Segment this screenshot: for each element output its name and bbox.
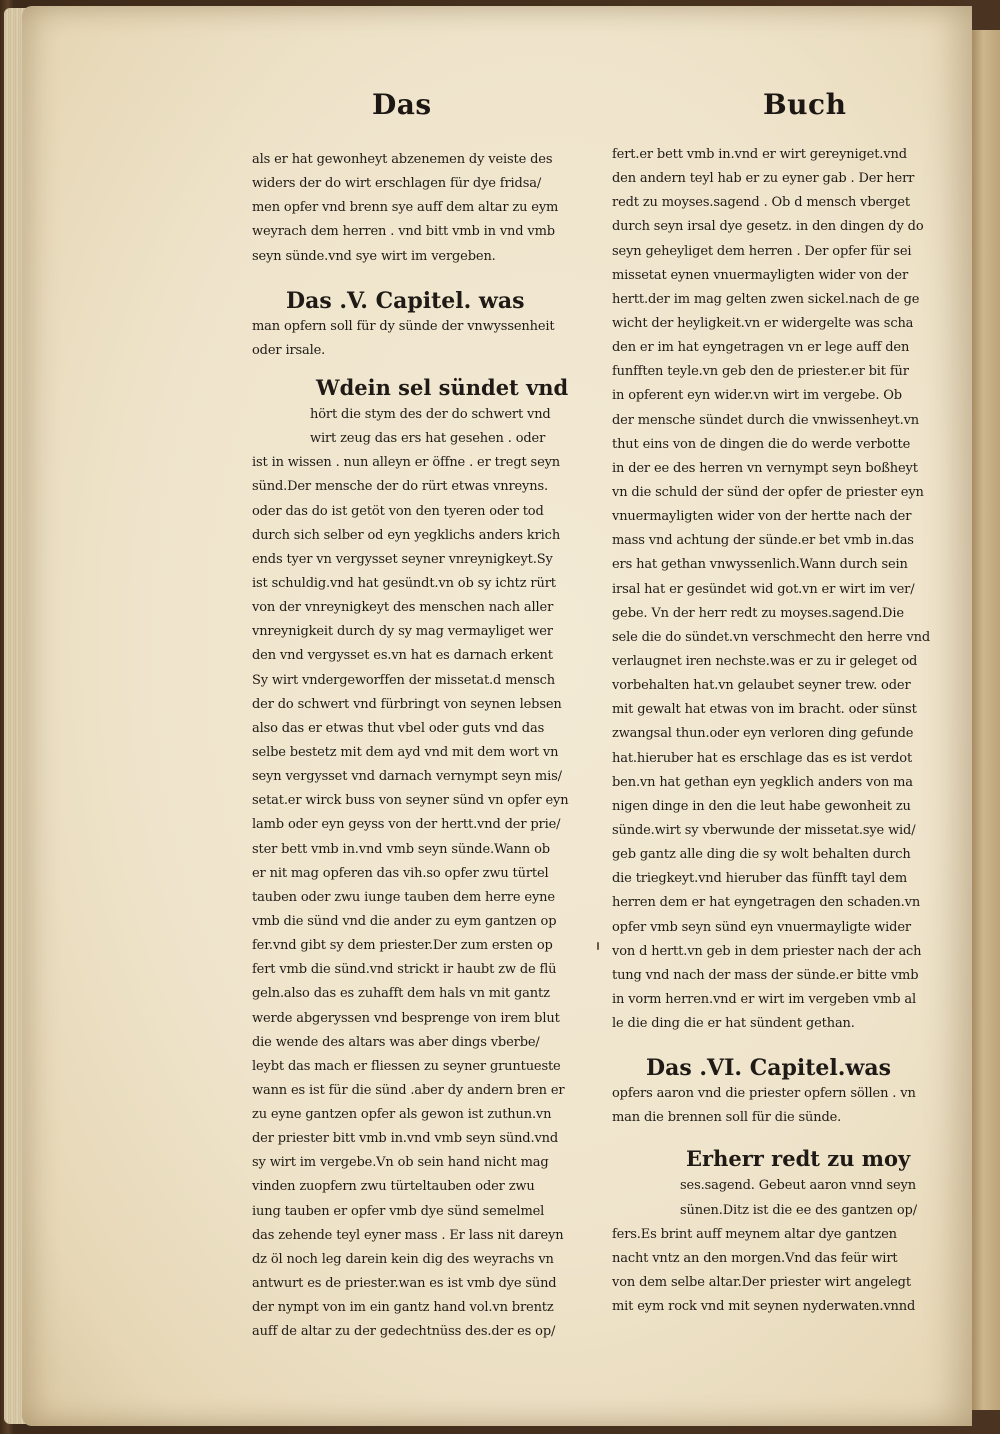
text-line: ster bett vmb in.vnd vmb seyn sünde.Wann ob xyxy=(252,841,550,857)
text-line: verlaugnet iren nechste.was er zu ir geleget od xyxy=(612,653,918,669)
text-line: fers.Es brint auff meynem altar dye gantzen xyxy=(612,1226,897,1242)
text-line: fert.er bett vmb in.vnd er wirt gereyniget.vnd xyxy=(612,147,907,162)
text-line: zwangsal thun.oder eyn verloren ding gefunde xyxy=(612,726,914,742)
running-head-right: Buch xyxy=(763,88,847,121)
facing-page-edge xyxy=(972,30,1000,1410)
text-line: auff de altar zu der gedechtnüss des.der es op/ xyxy=(252,1324,556,1340)
text-line: als er hat gewonheyt abzenemen dy veiste des xyxy=(252,152,553,167)
text-line: men opfer vnd brenn sye auff dem altar zu eym xyxy=(252,200,559,216)
text-line: antwurt es de priester.wan es ist vmb dye sünd xyxy=(252,1276,557,1292)
text-line: weyrach dem herren . vnd bitt vmb in vnd vmb xyxy=(252,224,555,240)
text-line: ses.sagend. Gebeut aaron vnnd seyn xyxy=(680,1178,916,1194)
text-line: der do schwert vnd fürbringt von seynen lebsen xyxy=(252,696,562,712)
text-line: in vorm herren.vnd er wirt im vergeben vmb al xyxy=(612,991,916,1007)
text-line: vnreynigkeit durch dy sy mag vermayliget wer xyxy=(252,624,553,640)
text-line: sünd.Der mensche der do rürt etwas vnreyns. xyxy=(252,479,548,495)
text-line: er nit mag opferen das vih.so opfer zwu türtel xyxy=(252,865,549,881)
text-line: mass vnd achtung der sünde.er bet vmb in.das xyxy=(612,533,914,549)
text-line: wirt zeug das ers hat gesehen . oder xyxy=(310,431,546,447)
right-column-continuation xyxy=(612,143,930,1036)
text-line: die triegkeyt.vnd hieruber das fünfft tayl dem xyxy=(612,871,907,887)
text-line: in der ee des herren vn vernympt seyn boßheyt xyxy=(612,460,918,476)
chapter-v-subtitle xyxy=(252,315,570,363)
text-line: seyn geheyliget dem herren . Der opfer für sei xyxy=(612,243,912,259)
text-line: der priester bitt vmb in.vnd vmb seyn sünd.vnd xyxy=(252,1131,559,1147)
text-line: durch sich selber od eyn yegklichs anders krich xyxy=(252,527,561,543)
text-line: gebe. Vn der herr redt zu moyses.sagend.Die xyxy=(612,605,904,621)
left-column-opening-lines xyxy=(252,148,570,269)
text-line: mit gewalt hat etwas von im bracht. oder sünst xyxy=(612,702,917,718)
running-head-left: Das xyxy=(372,88,432,121)
text-line: missetat eynen vnuermayligten wider von der xyxy=(612,267,909,283)
text-line: opfers aaron vnd die priester opfern söllen . vn xyxy=(612,1086,916,1102)
chapter-v-body xyxy=(252,403,570,1344)
text-line: tung vnd nach der mass der sünde.er bitte vmb xyxy=(612,967,919,983)
text-line: leybt das mach er fliessen zu seyner gruntueste xyxy=(252,1058,561,1074)
text-line: oder das do ist getöt von den tyeren oder tod xyxy=(252,503,544,519)
text-line: der nympt von im ein gantz hand vol.vn brentz xyxy=(252,1300,554,1316)
text-line: wicht der heyligkeit.vn er widergelte was scha xyxy=(612,315,914,331)
text-line: oder irsale. xyxy=(252,342,326,358)
text-line: dz öl noch leg darein kein dig des weyrachs vn xyxy=(252,1251,554,1267)
text-line: von d hertt.vn geb in dem priester nach der ach xyxy=(612,943,922,959)
text-line: geln.also das es zuhafft dem hals vn mit gantz xyxy=(252,986,550,1002)
text-line: le die ding die er hat sündent gethan. xyxy=(612,1016,855,1032)
chapter-v-incipit: Wdein sel sündet vnd xyxy=(316,374,569,400)
text-line: opfer vmb seyn sünd eyn vnuermayligte wider xyxy=(612,919,911,935)
text-line: iung tauben er opfer vmb dye sünd semelmel xyxy=(252,1203,545,1219)
text-line: den er im hat eyngetragen vn er lege auff den xyxy=(612,340,910,356)
text-line: sy wirt im vergebe.Vn ob sein hand nicht mag xyxy=(252,1155,549,1171)
chapter-vi-body xyxy=(612,1174,930,1319)
text-line: selbe bestetz mit dem ayd vnd mit dem wort vn xyxy=(252,744,559,760)
text-line: vn die schuld der sünd der opfer de priester eyn xyxy=(612,484,924,500)
text-line: seyn sünde.vnd sye wirt im vergeben. xyxy=(252,248,496,264)
chapter-heading-vi: Das .VI. Capitel.was xyxy=(646,1055,891,1082)
text-line: vinden zuopfern zwu türteltauben oder zwu xyxy=(252,1179,535,1195)
text-line: ers hat gethan vnwyssenlich.Wann durch sein xyxy=(612,557,908,573)
text-line: seyn vergysset vnd darnach vernympt seyn mis/ xyxy=(252,769,562,785)
text-line: also das er etwas thut vbel oder guts vnd das xyxy=(252,720,545,736)
text-line: man die brennen soll für die sünde. xyxy=(612,1110,842,1126)
text-line: Sy wirt vndergeworffen der missetat.d mensch xyxy=(252,672,555,688)
text-line: setat.er wirck buss von seyner sünd vn opfer eyn xyxy=(252,793,569,809)
text-line: den vnd vergysset es.vn hat es darnach erkent xyxy=(252,648,553,664)
ink-speck xyxy=(597,942,599,950)
text-line: thut eins von de dingen die do werde verbotte xyxy=(612,436,911,452)
chapter-vi-incipit: Erherr redt zu moy xyxy=(686,1146,911,1172)
text-line: ist schuldig.vnd hat gesündt.vn ob sy ichtz rürt xyxy=(252,575,556,591)
text-line: hertt.der im mag gelten zwen sickel.nach de ge xyxy=(612,291,920,307)
text-line: sünen.Ditz ist die ee des gantzen op/ xyxy=(680,1202,917,1218)
text-line: die wende des altars was aber dings vberbe/ xyxy=(252,1034,540,1050)
text-line: fert vmb die sünd.vnd strickt ir haubt zw de flü xyxy=(252,962,557,978)
text-line: in opferent eyn wider.vn wirt im vergebe. Ob xyxy=(612,388,902,404)
text-line: nigen dinge in den die leut habe gewonheit zu xyxy=(612,798,911,814)
text-line: vorbehalten hat.vn gelaubet seyner trew. oder xyxy=(612,678,911,694)
text-line: tauben oder zwu iunge tauben dem herre eyne xyxy=(252,889,555,905)
text-line: den andern teyl hab er zu eyner gab . Der herr xyxy=(612,171,915,187)
text-line: hört die stym des der do schwert vnd xyxy=(310,406,551,422)
text-line: hat.hieruber hat es erschlage das es ist verdot xyxy=(612,750,913,766)
text-line: widers der do wirt erschlagen für dye fridsa/ xyxy=(252,176,542,192)
text-line: fer.vnd gibt sy dem priester.Der zum ersten op xyxy=(252,938,553,954)
text-line: sünde.wirt sy vberwunde der missetat.sye wid/ xyxy=(612,822,916,838)
text-line: ends tyer vn vergysset seyner vnreynigkeyt.Sy xyxy=(252,551,553,567)
text-line: sele die do sündet.vn verschmecht den herre vnd xyxy=(612,629,930,645)
text-line: werde abgeryssen vnd besprenge von irem blut xyxy=(252,1010,560,1026)
text-line: vnuermayligten wider von der hertte nach der xyxy=(612,509,912,525)
text-line: ben.vn hat gethan eyn yegklich anders von ma xyxy=(612,774,913,790)
text-line: von dem selbe altar.Der priester wirt angelegt xyxy=(612,1275,911,1291)
text-line: das zehende teyl eyner mass . Er lass nit dareyn xyxy=(252,1227,564,1243)
text-line: ist in wissen . nun alleyn er öffne . er tregt seyn xyxy=(252,455,561,471)
text-line: funfften teyle.vn geb den de priester.er bit für xyxy=(612,364,909,380)
text-line: nacht vntz an den morgen.Vnd das feür wirt xyxy=(612,1250,898,1266)
text-line: mit eym rock vnd mit seynen nyderwaten.vnnd xyxy=(612,1299,916,1315)
text-line: vmb die sünd vnd die ander zu eym gantzen op xyxy=(252,913,557,929)
text-line: lamb oder eyn geyss von der hertt.vnd der prie/ xyxy=(252,817,561,833)
text-line: durch seyn irsal dye gesetz. in den dingen dy do xyxy=(612,219,924,235)
left-text-column xyxy=(252,148,570,1344)
text-line: man opfern soll für dy sünde der vnwyssenheit xyxy=(252,318,555,334)
text-line: irsal hat er gesündet wid got.vn er wirt im ver/ xyxy=(612,581,915,597)
chapter-heading-v: Das .V. Capitel. was xyxy=(286,287,525,314)
text-line: wann es ist für die sünd .aber dy andern bren er xyxy=(252,1082,565,1098)
text-line: von der vnreynigkeyt des menschen nach aller xyxy=(252,600,554,616)
chapter-vi-subtitle xyxy=(612,1082,930,1130)
right-text-column xyxy=(612,143,930,1319)
text-line: der mensche sündet durch die vnwissenheyt.vn xyxy=(612,412,919,428)
text-line: zu eyne gantzen opfer als gewon ist zuthun.vn xyxy=(252,1107,552,1123)
text-line: geb gantz alle ding die sy wolt behalten durch xyxy=(612,847,911,863)
text-line: herren dem er hat eyngetragen den schaden.vn xyxy=(612,895,921,911)
text-line: redt zu moyses.sagend . Ob d mensch vberget xyxy=(612,195,910,211)
